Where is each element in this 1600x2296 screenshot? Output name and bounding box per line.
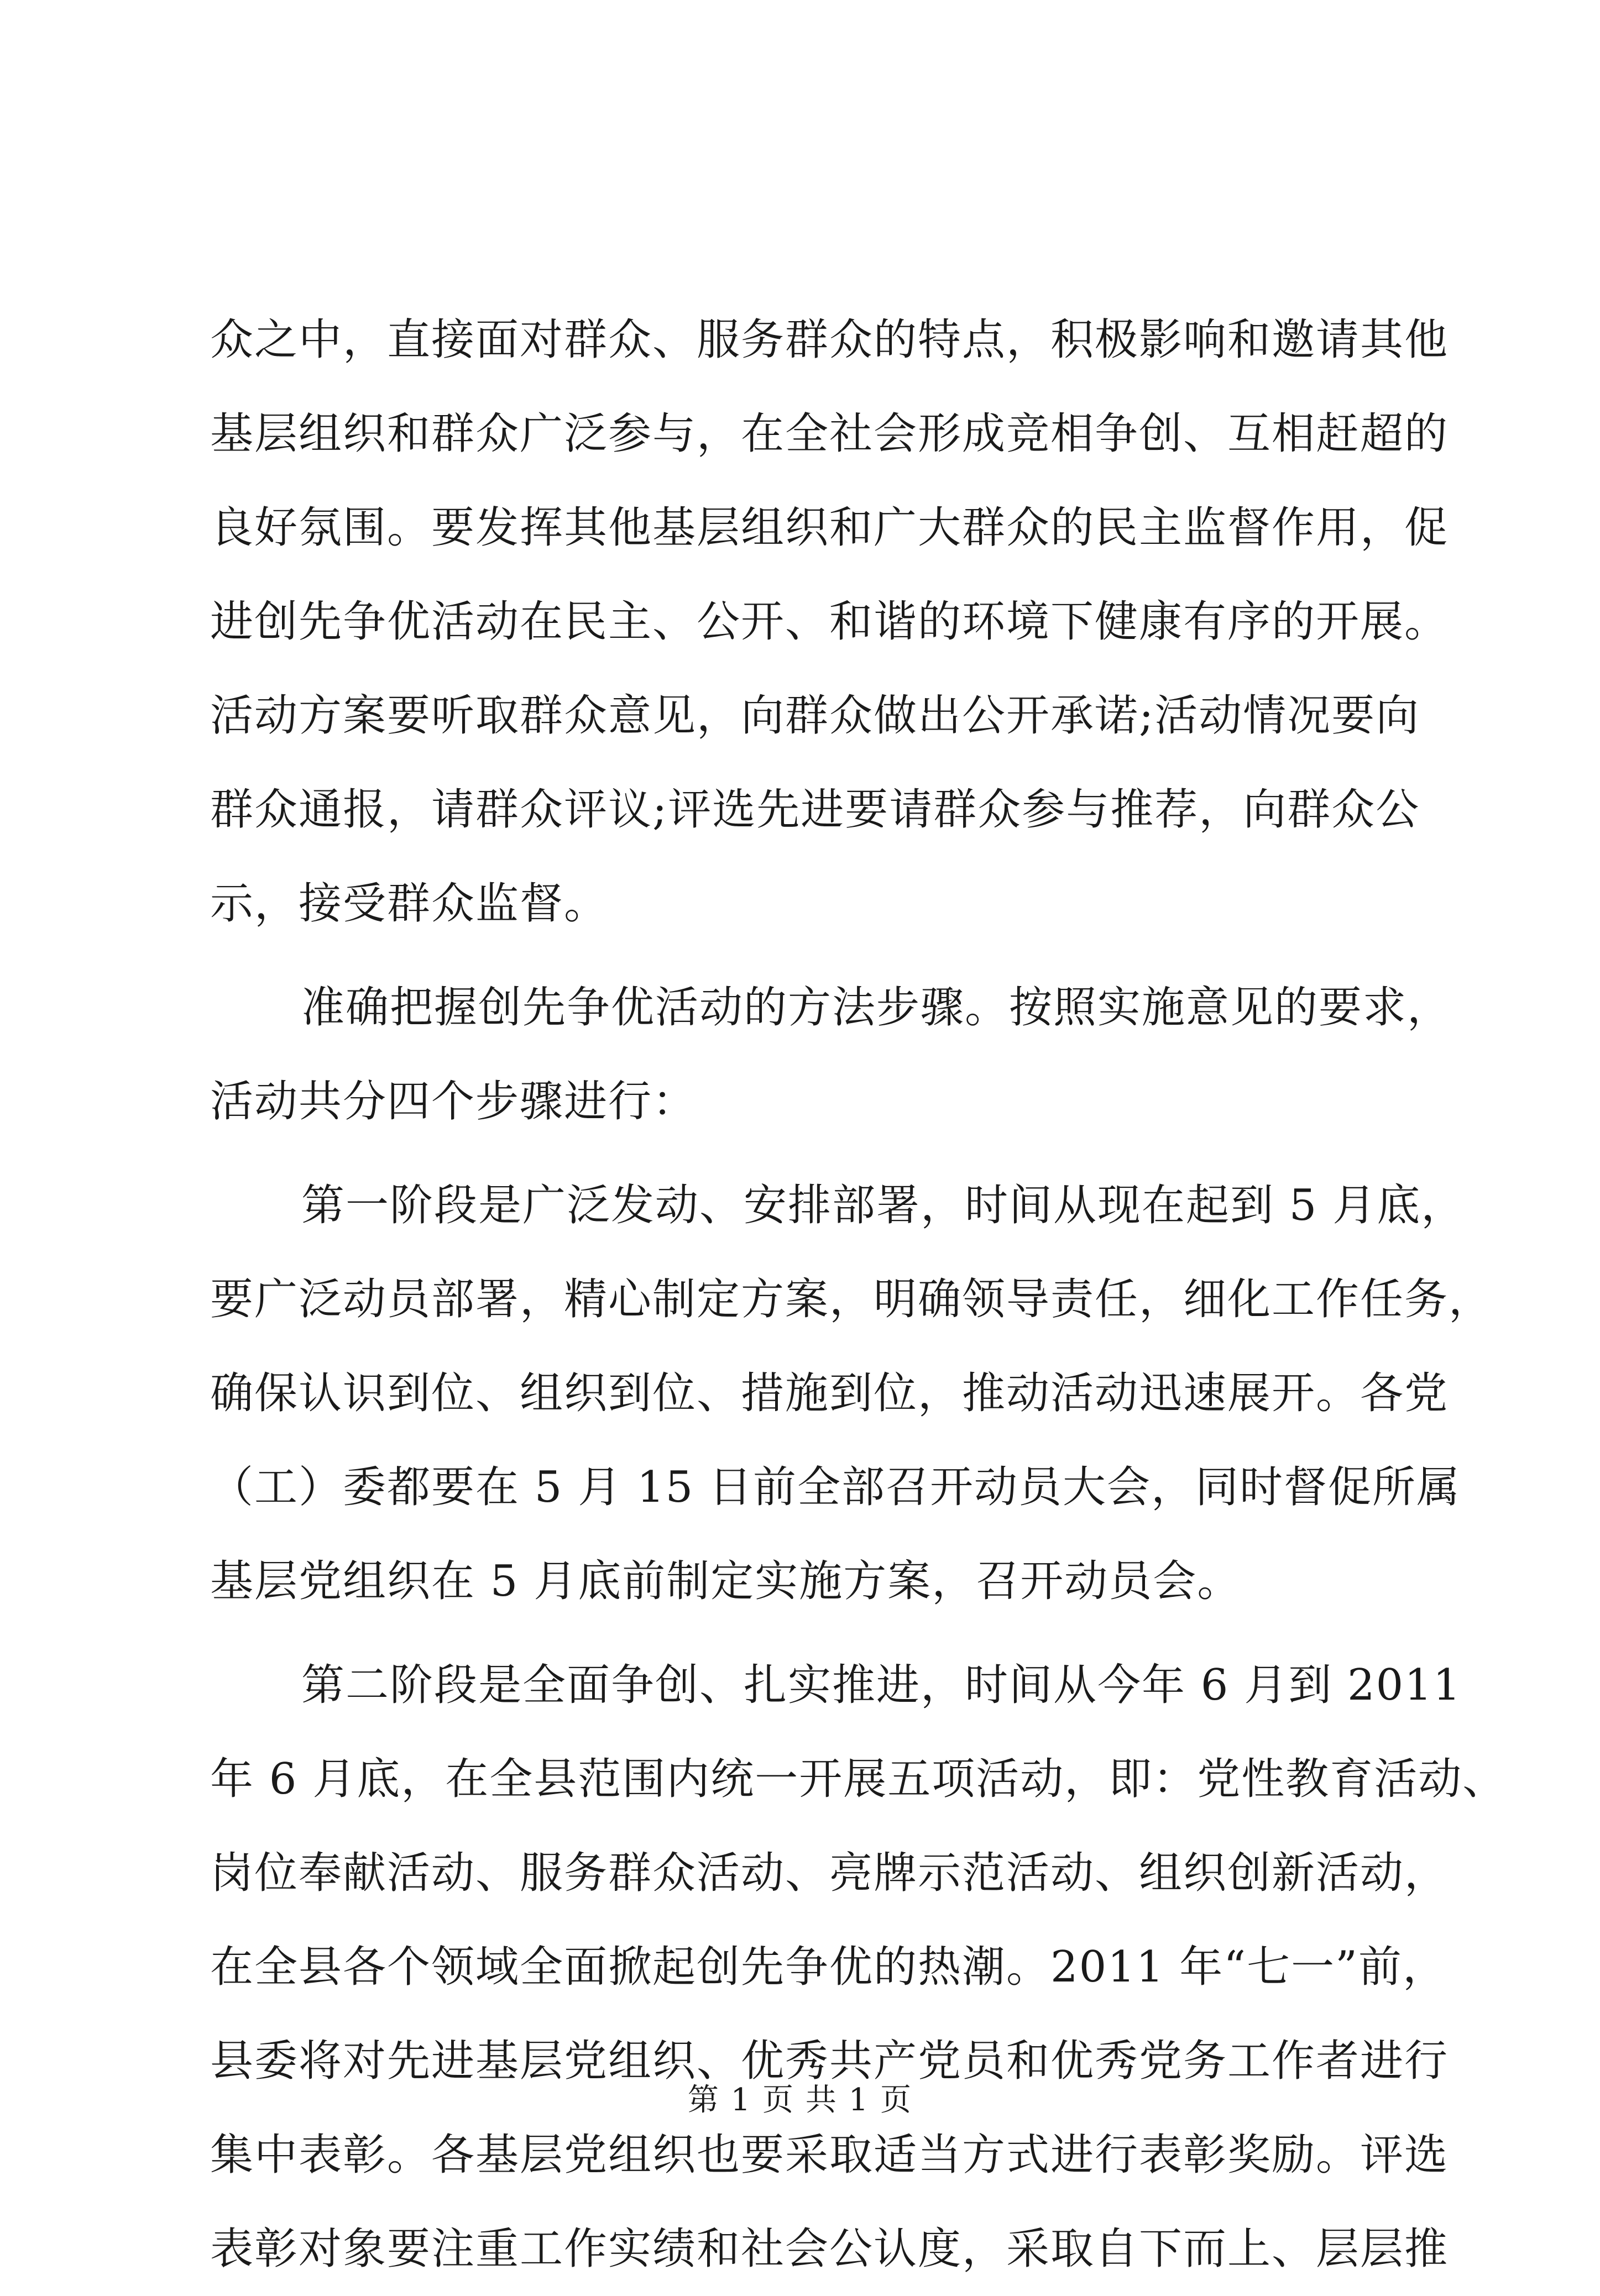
paragraph-gap (210, 1149, 1404, 1159)
text-line: 活动方案要听取群众意见，向群众做出公开承诺;活动情况要向 (210, 691, 1420, 741)
text-line: 进创先争优活动在民主、公开、和谐的环境下健康有序的开展。 (210, 597, 1449, 647)
paragraph (210, 1159, 1493, 1628)
paragraph (210, 293, 1449, 951)
paragraph (210, 1638, 1507, 2296)
document-body (210, 293, 1507, 2296)
text-line: 年 6 月底，在全县范围内统一开展五项活动，即：党性教育活动、 (210, 1754, 1507, 1804)
text-line: 集中表彰。各基层党组织也要采取适当方式进行表彰奖励。评选 (210, 2130, 1449, 2180)
text-line: 众之中，直接面对群众、服务群众的特点，积极影响和邀请其他 (210, 315, 1449, 365)
text-line: 县委将对先进基层党组织、优秀共产党员和优秀党务工作者进行 (210, 2036, 1449, 2086)
text-line: 表彰对象要注重工作实绩和社会公认度，采取自下而上、层层推 (210, 2224, 1449, 2274)
text-line: 岗位奉献活动、服务群众活动、亮牌示范活动、组织创新活动， (210, 1848, 1449, 1898)
paragraph-gap (210, 951, 1404, 961)
text-line: 基层组织和群众广泛参与，在全社会形成竞相争创、互相赶超的 (210, 409, 1449, 459)
paragraph (210, 961, 1452, 1149)
text-line: 确保认识到位、组织到位、措施到位，推动活动迅速展开。各党 (210, 1369, 1449, 1418)
paragraph-gap (210, 1628, 1404, 1638)
text-line: 第二阶段是全面争创、扎实推进，时间从今年 6 月到 2011 (301, 1660, 1462, 1710)
text-line: 群众通报，请群众评议;评选先进要请群众参与推荐，向群众公 (210, 785, 1420, 835)
text-line: 基层党组织在 5 月底前制定实施方案，召开动员会。 (210, 1556, 1242, 1606)
text-line: 在全县各个领域全面掀起创先争优的热潮。2011 年“七一”前， (210, 1942, 1447, 1992)
text-line: 要广泛动员部署，精心制定方案，明确领导责任，细化工作任务， (210, 1275, 1493, 1324)
text-line: 活动共分四个步骤进行： (210, 1077, 697, 1126)
text-line: 示，接受群众监督。 (210, 879, 609, 929)
text-line: 良好氛围。要发挥其他基层组织和广大群众的民主监督作用，促 (210, 503, 1449, 553)
text-line: （工）委都要在 5 月 15 日前全部召开动员大会，同时督促所属 (210, 1462, 1461, 1512)
text-line: 第一阶段是广泛发动、安排部署，时间从现在起到 5 月底， (301, 1181, 1466, 1230)
text-line: 准确把握创先争优活动的方法步骤。按照实施意见的要求， (301, 983, 1452, 1032)
page-footer: 第 1 页 共 1 页 (687, 2082, 913, 2118)
